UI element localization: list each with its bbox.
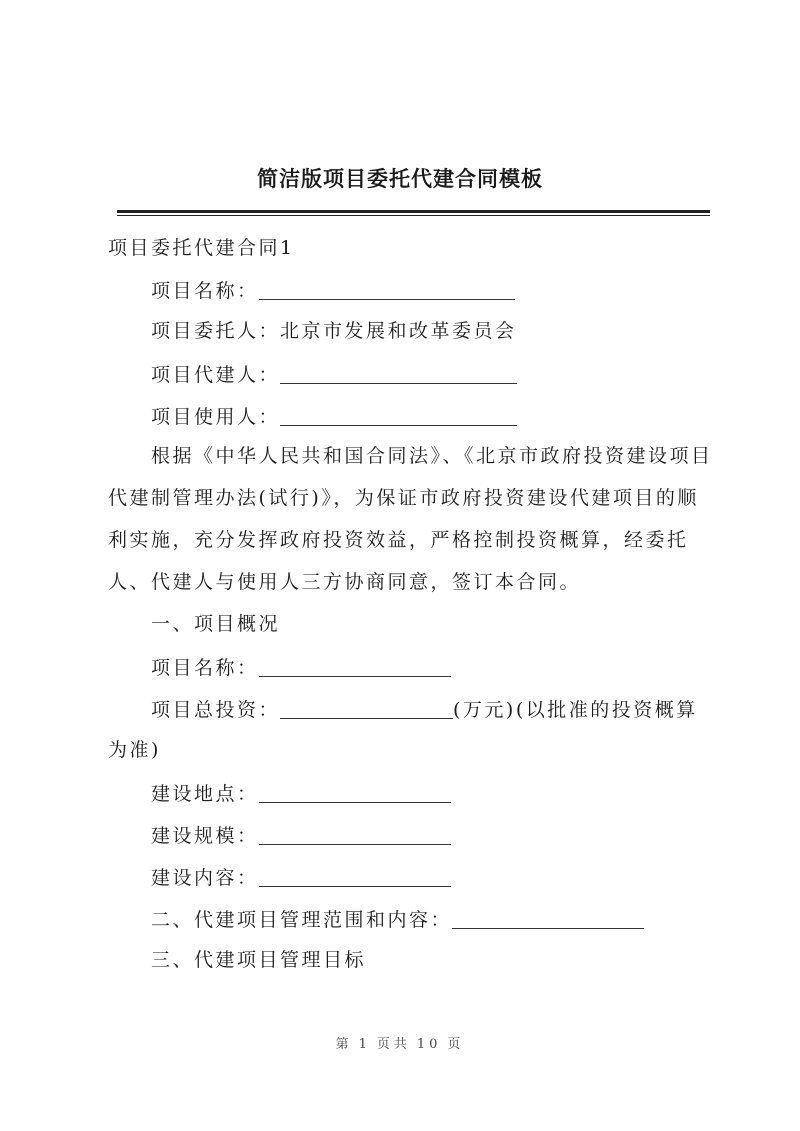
footer-suffix: 页 — [447, 1037, 465, 1052]
preamble-line-2: 代建制管理办法(试行)》，为保证市政府投资建设代建项目的顺 — [108, 487, 699, 509]
field-label: 建设内容： — [151, 867, 259, 889]
field-user — [151, 403, 517, 429]
field-label: 项目名称： — [151, 280, 259, 302]
field-section2 — [151, 906, 644, 932]
preamble-line-3: 利实施，充分发挥政府投资效益，严格控制投资概算，经委托 — [108, 529, 689, 551]
field-label: 项目名称： — [151, 657, 259, 679]
footer-prefix: 第 — [335, 1037, 353, 1052]
investment-unit-note: (万元)(以批准的投资概算 — [453, 699, 698, 721]
blank-scale — [259, 825, 451, 845]
field-label: 项目使用人： — [151, 406, 281, 428]
preamble-line-4: 人、代建人与使用人三方协商同意，签订本合同。 — [108, 571, 582, 593]
field-principal: 项目委托人：北京市发展和改革委员会 — [151, 320, 517, 342]
title-rule-thick — [117, 210, 710, 213]
contract-heading: 项目委托代建合同1 — [108, 237, 295, 259]
field-agent — [151, 361, 517, 387]
blank-user — [280, 406, 517, 426]
blank-section2 — [452, 909, 644, 929]
blank-s1-project-name — [259, 657, 451, 677]
field-scale — [151, 822, 451, 848]
preamble-line-1: 根据《中华人民共和国合同法》、《北京市政府投资建设项目 — [151, 445, 713, 467]
field-label: 建设规模： — [151, 825, 259, 847]
field-content — [151, 864, 451, 890]
page-number: 1 — [358, 1037, 371, 1052]
page-footer — [0, 1033, 800, 1052]
blank-project-name — [259, 280, 515, 300]
field-label: 项目代建人： — [151, 364, 281, 386]
field-location — [151, 780, 451, 806]
field-s1-project-name — [151, 654, 451, 680]
blank-content — [259, 867, 451, 887]
document-title: 简洁版项目委托代建合同模板 — [257, 167, 543, 191]
field-label: 建设地点： — [151, 783, 259, 805]
page-total: 10 — [416, 1037, 442, 1052]
title-rule-thin — [117, 215, 710, 216]
field-project-name — [151, 277, 515, 303]
field-label: 项目总投资： — [151, 699, 281, 721]
section2-label: 二、代建项目管理范围和内容： — [151, 909, 453, 931]
blank-location — [259, 783, 451, 803]
blank-agent — [280, 364, 517, 384]
investment-note-continuation: 为准) — [108, 739, 161, 761]
blank-total-investment — [280, 699, 453, 719]
footer-middle: 页共 — [376, 1037, 411, 1052]
section1-heading: 一、项目概况 — [151, 613, 281, 635]
field-total-investment — [151, 696, 698, 722]
section3-heading: 三、代建项目管理目标 — [151, 949, 367, 971]
